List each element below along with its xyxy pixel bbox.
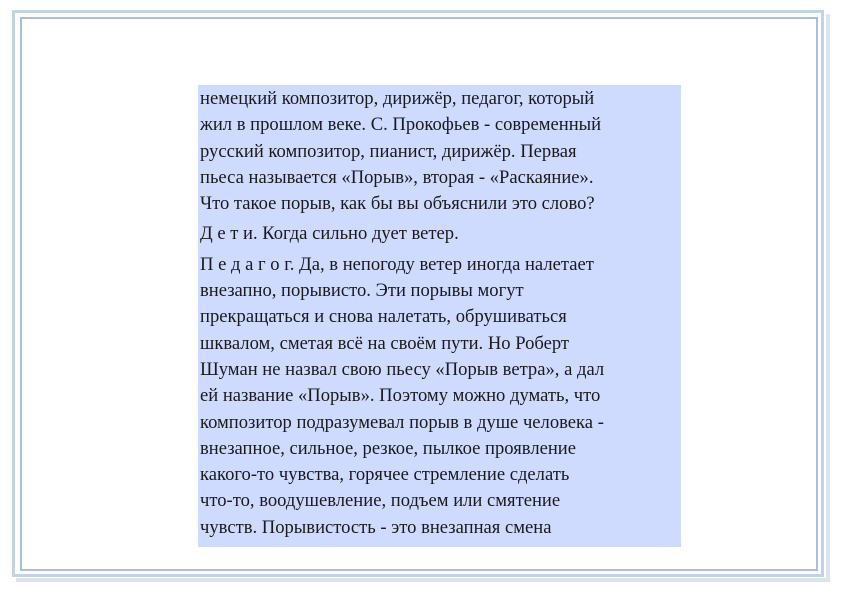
text-line: Шуман не назвал свою пьесу «Порыв ветра», а дал [200, 358, 605, 380]
text-line: немецкий композитор, дирижёр, педагог, который [200, 88, 595, 109]
text-line: композитор подразумевал порыв в душе человека - [200, 411, 604, 433]
text-line: Д е т и. Когда сильно дует ветер. [200, 223, 459, 245]
frame-shadow-right [826, 14, 830, 582]
text-line: ей название «Порыв». Поэтому можно думать, что [200, 385, 601, 407]
text-line: шквалом, сметая всё на своём пути. Но Роберт [200, 332, 570, 354]
text-line: внезапное, сильное, резкое, пылкое проявление [200, 437, 577, 459]
frame-shadow-bottom [16, 578, 830, 582]
text-line: жил в прошлом веке. С. Прокофьев - современный [200, 114, 602, 136]
text-line: что-то, воодушевление, подъем или смятение [200, 490, 561, 512]
text-line: прекращаться и снова налетать, обрушиваться [200, 306, 567, 328]
text-line: Что такое порыв, как бы вы объяснили это слово? [200, 193, 595, 215]
text-line: русский композитор, пианист, дирижёр. Первая [200, 140, 577, 162]
text-line: пьеса называется «Порыв», вторая - «Раскаяние». [200, 166, 594, 188]
text-line: внезапно, порывисто. Эти порывы могут [200, 280, 524, 302]
text-line: П е д а г о г. Да, в непогоду ветер иногда налетает [200, 253, 594, 275]
text-box [198, 85, 681, 547]
text-line: чувств. Порывистость - это внезапная смена [200, 516, 552, 538]
text-line: какого-то чувства, горячее стремление сделать [200, 464, 570, 486]
